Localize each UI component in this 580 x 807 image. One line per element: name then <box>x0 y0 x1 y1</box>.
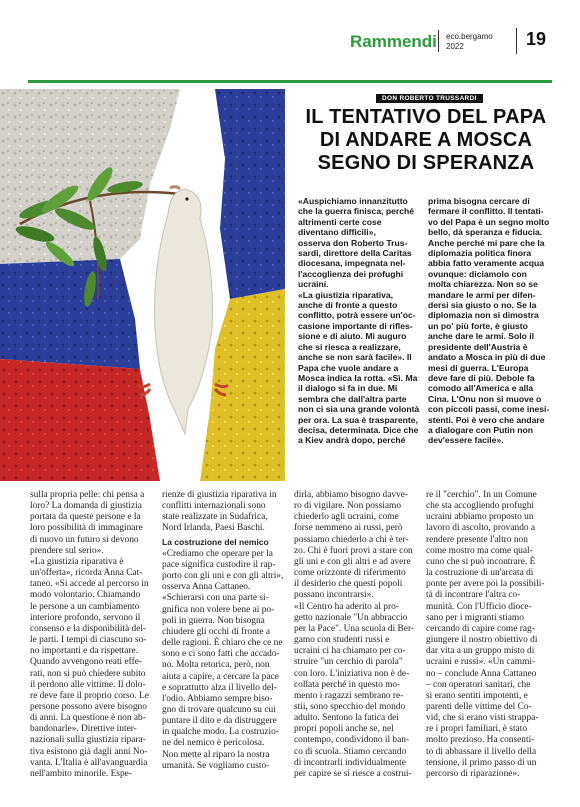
text-line: chiudere gli occhi di fronte a <box>162 626 271 637</box>
text-line: conflitti internazionali sono <box>162 501 266 512</box>
intro-line: un po' più forte, è giusto <box>428 320 528 331</box>
article-photo <box>0 89 285 481</box>
text-line: getto nazionale "Un abbraccio <box>294 612 408 623</box>
brand-block <box>446 32 493 52</box>
headline-line: SEGNO DI SPERANZA <box>317 152 535 174</box>
text-line: portata da queste persone e la <box>30 512 141 523</box>
text-line: ponte per avere poi la possibili- <box>426 579 545 590</box>
section-name: Rammendi <box>350 32 437 51</box>
text-line: ucraini e russi». «Un cammi- <box>426 657 536 668</box>
text-line: tiva esistono già dagli anni No- <box>30 746 148 757</box>
author-kicker: DON ROBERTO TRUSSARDI <box>376 94 483 103</box>
text-line: rienze di giustizia riparativa in <box>162 490 277 500</box>
text-line: chiederlo agli ucraini, come <box>294 512 399 523</box>
text-line: poli in guerra. Non bisogna <box>162 615 265 626</box>
text-line: dar vita a un gruppo misto di <box>426 646 535 657</box>
text-line: giungere il nostro obiettivo di <box>426 635 538 646</box>
text-line: loro possibilità di immaginare <box>30 523 143 534</box>
text-line: vid, che si erano visti strappa- <box>426 713 539 724</box>
text-line: modo volontario. Chiamando <box>30 590 141 601</box>
text-line: gno di trovare qualcuno su cui <box>162 704 276 715</box>
text-line: ucraini ci ha chiamato per co- <box>294 646 406 657</box>
text-line: tà di incontrare l'altra co- <box>426 590 521 601</box>
intro-line: vo del Papa è un segno molto <box>428 216 550 227</box>
text-line: con loro. L'iniziativa non è de- <box>294 668 410 679</box>
intro-line: decisa, determinata. Dice che <box>298 424 419 435</box>
text-line: ne del nemico è pericolosa. <box>162 738 265 749</box>
intro-column-1 <box>298 196 423 446</box>
text-line: ucraini abbiamo proposto un <box>426 512 534 523</box>
text-line: tensione, il primo passo di un <box>426 757 537 768</box>
intro-line: per ora. La sua è trasparente, <box>298 414 418 425</box>
intro-line: sembra che dall'altra parte <box>298 393 407 404</box>
text-line: lavoro di ascolto, provando a <box>426 523 536 534</box>
intro-line: presidente dell'Austria è <box>428 341 528 352</box>
text-line: di incontrarli individualmente <box>294 757 406 768</box>
text-line: «La giustizia riparativa è <box>30 556 124 567</box>
intro-line: che la guerra finisca, perché <box>298 206 415 217</box>
text-line: no – conclude Anna Cattaneo <box>426 668 537 679</box>
intro-line: casione importante di rifles- <box>298 320 413 331</box>
text-line: molto prezioso. Ha consenti- <box>426 735 535 746</box>
text-line: gnifica non volere bene ai po- <box>162 604 275 615</box>
intro-line: stenti. Poi è vero che andare <box>428 414 545 425</box>
intro-line: Papa che vuole andare a <box>298 362 399 373</box>
intro-line: non ci sia una grande volontà <box>298 404 420 415</box>
text-line: sulla propria pelle: chi pensa a <box>30 490 145 500</box>
text-line: sano per i migranti stiamo <box>426 612 524 623</box>
text-line: persone possono avere bisogno <box>30 701 147 712</box>
text-line: per la Pace". Una scuola di Ber- <box>294 623 414 634</box>
text-line: osserva Anna Cattaneo. <box>162 582 251 593</box>
brand-year: 2022 <box>446 42 464 51</box>
text-line: come orizzonte di riferimento <box>294 568 406 579</box>
text-line: di anni. La questione è non ab- <box>30 713 146 724</box>
intro-line: abbia fatto veramente acqua <box>428 258 545 269</box>
blue-stone-right <box>215 89 285 299</box>
text-line: Quando avvengono reati effe- <box>30 657 143 668</box>
header-divider <box>438 30 439 52</box>
intro-line: che si riesca a realizzare, <box>298 341 401 352</box>
body-column-2 <box>162 490 284 772</box>
text-line: propri popoli anche se, nel <box>294 724 394 735</box>
text-line: il perdono alle vittime. Il dolo- <box>30 679 146 690</box>
intro-line: fermare il conflitto. Il tentati- <box>428 206 544 217</box>
text-line: gamo con studenti russi e <box>294 635 390 646</box>
text-line: bandonarle». Direttive inter- <box>30 724 137 735</box>
text-line: forse nemmeno ai russi, però <box>294 523 403 534</box>
text-line: contempo, condividono il ban- <box>294 735 410 746</box>
text-line: state realizzate in Sudafrica, <box>162 512 268 523</box>
intro-line: diventano difficili», <box>298 227 376 238</box>
intro-line: ucraini. <box>298 279 329 290</box>
text-line: «Schierarsi con una parte si- <box>162 593 269 604</box>
intro-line: mandare le armi per difen- <box>428 289 536 300</box>
text-line: che sta accogliendo profughi <box>426 501 535 512</box>
intro-line: a dialogare con Putin non <box>428 424 534 435</box>
intro-line: conflitto, potrà essere un'oc- <box>298 310 416 321</box>
text-line: delle ragioni. È chiaro che ce ne <box>162 638 283 649</box>
text-line: collata perché in questo mo- <box>294 679 401 690</box>
text-line: porto con gli uni e con gli altri», <box>162 571 284 582</box>
body-column-1 <box>30 490 152 780</box>
text-line: taneo. «Si accede al percorso in <box>30 579 149 590</box>
text-line: pace significa custodire il rap- <box>162 559 276 570</box>
intro-line: diplomazia non si dimostra <box>428 310 539 321</box>
intro-column-2 <box>428 196 553 446</box>
text-line: rendere presente l'altro non <box>426 534 528 545</box>
intro-line: dev'essere facile». <box>428 435 504 446</box>
intro-line: sione e di aiuto. Mi auguro <box>298 331 407 342</box>
intro-line: ovunque: diciamolo con <box>428 268 527 279</box>
text-line: interiore profondo, servono il <box>30 612 141 623</box>
text-line: re il "cerchio". In un Comune <box>426 490 537 500</box>
text-line: il desiderio che questi popoli <box>294 579 403 590</box>
text-line: umanità. Se vogliamo custo- <box>162 760 270 771</box>
headline-line: DI ANDARE A MOSCA <box>319 129 533 151</box>
text-line: possano incontrarsi». <box>294 590 374 601</box>
text-line: «Il Centro ha aderito al pro- <box>294 601 399 612</box>
brand-name: eco.bergamo <box>446 32 493 41</box>
text-line: Non mette al riparo la nostra <box>162 749 270 760</box>
intro-line: deve fare di più. Debole fa <box>428 372 535 383</box>
text-line: prendere sul serio». <box>30 545 104 556</box>
text-line: munità. Con l'Ufficio dioce- <box>426 601 532 612</box>
text-line: come mostro ma come qual- <box>426 545 533 556</box>
text-line: – con operatori sanitari, che <box>426 679 531 690</box>
dove-flag-illustration <box>0 89 285 481</box>
headline-line: IL TENTATIVO DEL PAPA <box>305 106 547 128</box>
text-line: mento i ragazzi sembrano re- <box>294 690 404 701</box>
text-line: cuno che si può incontrare. È <box>426 556 536 567</box>
red-stone <box>0 359 160 481</box>
intro-line: anche dare le armi. Solo il <box>428 331 535 342</box>
intro-line: anche se non sarà facile». Il <box>298 352 412 363</box>
text-line: vanta. L'Italia è all'avanguardia <box>30 757 148 768</box>
intro-line: «Auspichiamo innanzitutto <box>298 196 408 206</box>
text-line: no. Molta retorica, però, non <box>162 660 270 671</box>
page-header <box>0 0 580 82</box>
text-line: adulto. Sentono la fatica dei <box>294 713 399 724</box>
text-line: nazionali sulla giustizia ripara- <box>30 735 146 746</box>
intro-line: Cina. L'Onu non si muove o <box>428 393 542 404</box>
intro-line: diocesana, impegnata nel- <box>298 258 406 269</box>
text-line: re i propri familiari, è stato <box>426 724 528 735</box>
text-line: consenso e la disponibilità del- <box>30 623 147 634</box>
header-rule <box>28 80 552 83</box>
intro-line: bello, dà speranza e fiducia. <box>428 227 543 238</box>
body-column-3 <box>294 490 416 780</box>
text-line: le parti. I tempi di ciascuno so- <box>30 635 147 646</box>
text-line: struire "un cerchio di parola" <box>294 657 403 668</box>
headline <box>290 106 562 175</box>
text-line: nell'ambito minorile. Espe- <box>30 768 132 779</box>
intro-line: a Kiev andrà dopo, perché <box>298 435 406 446</box>
text-line: parenti delle vittime del Co- <box>426 701 532 712</box>
text-line: gli uni e con gli altri e ad avere <box>294 556 411 567</box>
text-line: Nord Irlanda, Paesi Baschi. <box>162 523 265 534</box>
text-line: aiuta a capire, a cercare la pace <box>162 671 279 682</box>
text-line: rati, non si può chiedere subito <box>30 668 146 679</box>
intro-line: osserva don Roberto Trus- <box>298 237 408 248</box>
text-line: dirla, abbiamo bisogno davve- <box>294 490 409 500</box>
text-line: percorso di riparazione». <box>426 768 520 779</box>
text-line: «Crediamo che operare per la <box>162 548 273 559</box>
body-column-4 <box>426 490 548 780</box>
intro-line: mesi di guerra. L'Europa <box>428 362 529 373</box>
intro-line: prima bisogna cercare di <box>428 196 530 206</box>
page-number: 19 <box>526 29 547 49</box>
subhead: La costruzione del nemico <box>162 536 269 547</box>
intro-line: sardi, direttore della Caritas <box>298 248 412 259</box>
text-line: puntare il dito e da distruggere <box>162 716 277 727</box>
text-line: la costruzione di un'arcata di <box>426 568 534 579</box>
intro-line: Anche perché mi pare che la <box>428 237 545 248</box>
intro-line: comodo all'America e alla <box>428 383 534 394</box>
text-line: cercando di capire come rag- <box>426 623 535 634</box>
intro-line: altrimenti certe cose <box>298 216 382 227</box>
intro-line: il dialogo si fa in due. Mi <box>298 383 398 394</box>
text-line: to di abbassare il livello della <box>426 746 537 757</box>
text-line: di nuovo un futuro si devono <box>30 534 139 545</box>
intro-line: «La giustizia riparativa, <box>298 289 394 300</box>
text-line: possiamo chiederlo a chi è ter- <box>294 534 409 545</box>
intro-line: Mosca indica la rotta. «Sì. Ma <box>298 372 418 383</box>
intro-line: dersi sia giusto o no. Se la <box>428 300 537 311</box>
intro-line: l'accoglienza dei profughi <box>298 268 404 279</box>
text-line: l'odio. Abbiamo sempre biso- <box>162 693 273 704</box>
blue-stone-left <box>0 259 140 369</box>
text-line: in qualche modo. La costruzio- <box>162 727 279 738</box>
text-line: un'offerta», ricorda Anna Cat- <box>30 568 143 579</box>
text-line: per capire se si riesce a costrui- <box>294 768 412 779</box>
intro-line: andato a Mosca in più di due <box>428 352 546 363</box>
text-line: stii, sono specchio del mondo <box>294 701 406 712</box>
text-line: sono e ci sono fatti che accado- <box>162 649 280 660</box>
text-line: le persone a un cambiamento <box>30 601 140 612</box>
text-line: si erano sentiti impotenti, e <box>426 690 528 701</box>
intro-line: anche di fronte a questo <box>298 300 398 311</box>
text-line: e soprattutto alza il livello del- <box>162 682 277 693</box>
text-line: ro di vigilare. Non possiamo <box>294 501 402 512</box>
text-line: loro? La domanda di giustizia <box>30 501 142 512</box>
text-line: re deve fare il proprio corso. Le <box>30 690 149 701</box>
intro-line: molta chiarezza. Non so se <box>428 279 538 290</box>
intro-line: diplomazia politica finora <box>428 248 532 259</box>
text-line: co di scuola. Stiamo cercando <box>294 746 407 757</box>
page-number-box <box>516 28 551 54</box>
text-line: no importanti e da rispettare. <box>30 646 139 657</box>
intro-line: con piccoli passi, come inesi- <box>428 404 550 415</box>
text-line: zo. Chi è fuori provi a stare con <box>294 545 413 556</box>
